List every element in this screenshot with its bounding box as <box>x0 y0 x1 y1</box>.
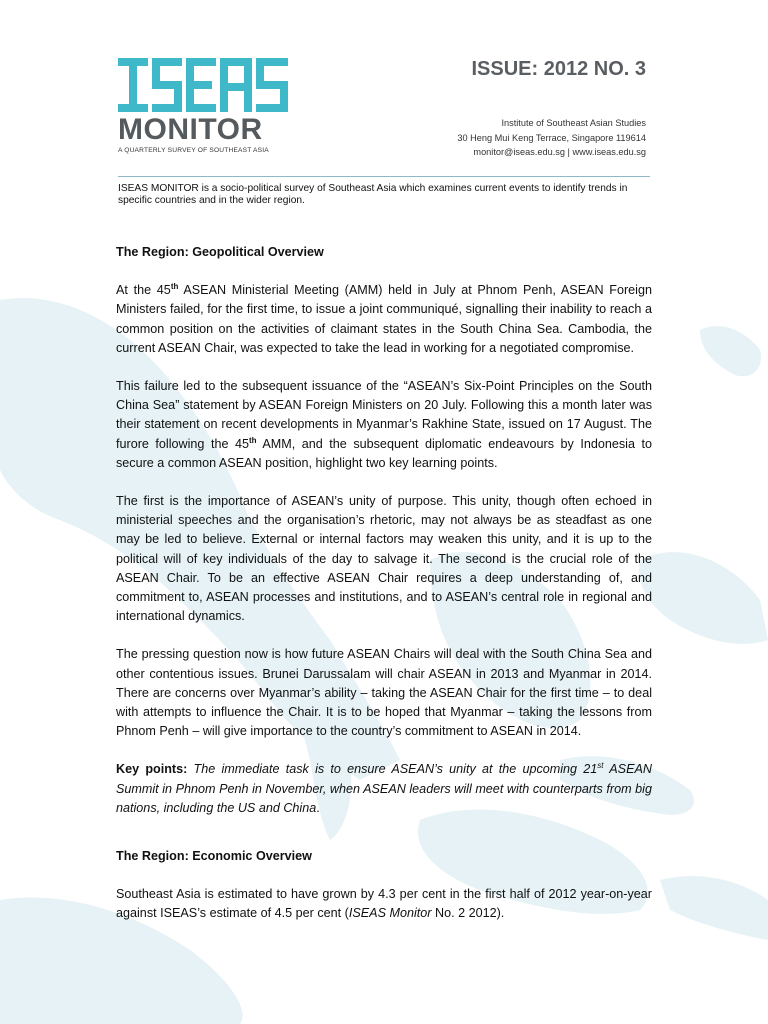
economic-paragraph-1-text-b: No. 2 2012). <box>431 906 505 921</box>
paragraph-1-sup: th <box>170 282 179 292</box>
institute-contact-block <box>457 116 646 160</box>
section-heading-geopolitical: The Region: Geopolitical Overview <box>116 245 324 259</box>
paragraph-2-text-a: This failure led to the subsequent issuance of the “ASEAN’s Six-Point Principles on the South China Sea” statement by ASEAN Foreign Ministers on 20 July. Following this a month later was their statement on recent developments in Myanmar’s Rakhine State, issued on 17 August. The furore following the 45 <box>116 379 652 451</box>
article-body <box>116 243 652 943</box>
paragraph-4: The pressing question now is how future ASEAN Chairs will deal with the South China Sea and other contentious issues. Brunei Darussalam will chair ASEAN in 2013 and Myanmar in 2014. There are concerns over Myanmar’s ability – taking the ASEAN Chair for the first time – to deal with attempts to influence the Chair. It is to be hoped that Myanmar – taking the lessons from Phnom Penh – will give importance to the country’s commitment to ASEAN in 2014. <box>116 647 652 739</box>
paragraph-2-text-b: AMM, and the subsequent diplomatic endeavours by Indonesia to secure a common ASEAN position, highlight two key learning points. <box>116 436 652 470</box>
key-points-end: . <box>316 800 320 815</box>
key-points <box>116 760 652 818</box>
iseas-logo-letters <box>118 58 290 112</box>
key-points-sup: st <box>597 761 604 771</box>
economic-paragraph-1 <box>116 885 652 923</box>
header-divider <box>118 176 650 177</box>
paragraph-3: The first is the importance of ASEAN’s unity of purpose. This unity, though often echoed in ministerial speeches and the organisation’s rhetoric, may not always be as steadfast as one may be led to believe. External or internal factors may weaken this unity, and it is up to the political will of key individuals of the day to salvage it. The second is the crucial role of the ASEAN Chair. To be an effective ASEAN Chair requires a deep understanding of, and commitment to, ASEAN processes and institutions, and to ASEAN’s central role in regional and international dynamics. <box>116 494 652 624</box>
iseas-logo <box>118 58 290 112</box>
key-points-text-b: ASEAN Summit in Phnom Penh in November, when ASEAN leaders will meet with counterparts from big nations, including the US and China <box>116 762 652 815</box>
issue-number: ISSUE: 2012 NO. 3 <box>471 58 646 80</box>
intro-text: ISEAS MONITOR is a socio-political survey of Southeast Asia which examines current events to identify trends in specific countries and in the wider region. <box>118 183 628 206</box>
institute-name: Institute of Southeast Asian Studies <box>501 118 646 128</box>
paragraph-1-text-a: At the 45 <box>116 283 171 298</box>
paragraph-2-sup: th <box>248 435 257 445</box>
paragraph-2 <box>116 377 652 473</box>
paragraph-1 <box>116 281 652 358</box>
economic-paragraph-1-italic: ISEAS Monitor <box>348 906 432 921</box>
economic-paragraph-1-text-a: Southeast Asia is estimated to have grown by 4.3 per cent in the first half of 2012 year-on-year against ISEAS’s estimate of 4.5 per cent ( <box>116 887 652 921</box>
institute-address: 30 Heng Mui Keng Terrace, Singapore 119614 <box>457 132 646 143</box>
logo-monitor-text: MONITOR <box>118 113 263 146</box>
paragraph-1-text-b: ASEAN Ministerial Meeting (AMM) held in July at Phnom Penh, ASEAN Foreign Ministers failed, for the first time, to issue a joint communiqué, signalling their inability to reach a common position on the activities of claimant states in the South China Sea. Cambodia, the current ASEAN Chair, was expected to take the lead in working for a negotiated compromise. <box>116 283 652 355</box>
key-points-text-a: The immediate task is to ensure ASEAN’s unity at the upcoming 21 <box>187 762 598 777</box>
section-heading-economic: The Region: Economic Overview <box>116 849 312 864</box>
institute-contact: monitor@iseas.edu.sg | www.iseas.edu.sg <box>473 147 646 157</box>
logo-tagline: A QUARTERLY SURVEY OF SOUTHEAST ASIA <box>118 147 269 154</box>
key-points-label: Key points: <box>116 762 188 777</box>
